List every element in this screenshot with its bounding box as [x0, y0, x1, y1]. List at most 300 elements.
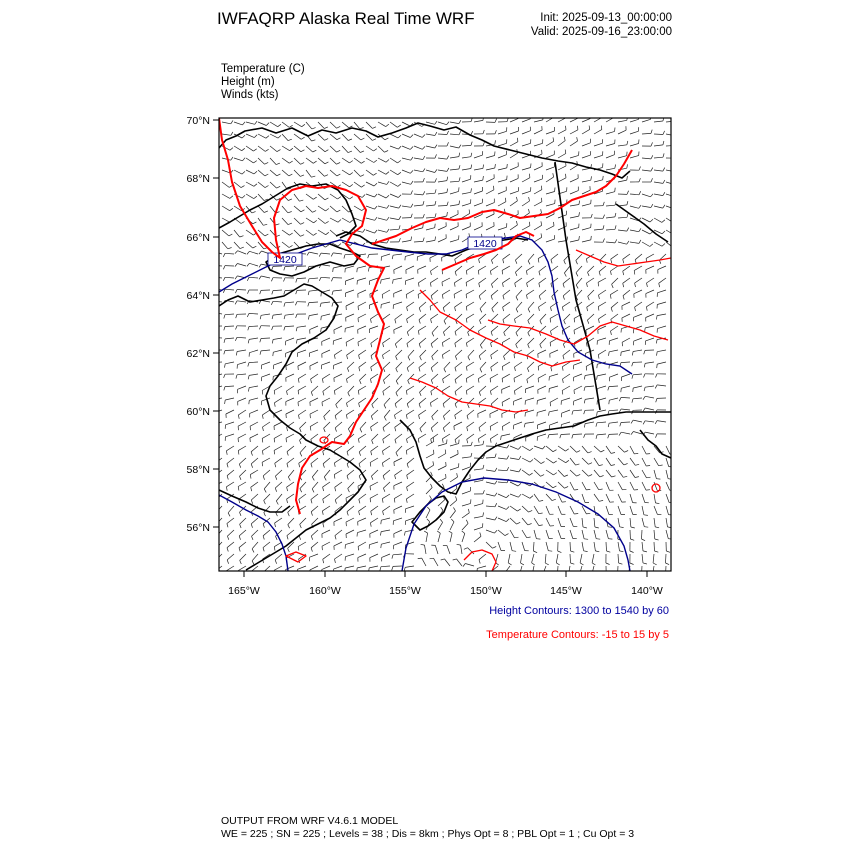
wind-barb-shaft: [479, 350, 486, 356]
wind-barb-shaft: [546, 530, 549, 539]
wind-barb-flag: [619, 563, 623, 564]
wind-barb-shaft: [534, 179, 542, 182]
wind-barb-flag: [272, 266, 273, 270]
wind-barb-shaft: [467, 422, 474, 427]
wind-barb-shaft: [611, 254, 618, 259]
wind-barb-flag: [265, 149, 268, 151]
wind-barb-shaft: [630, 194, 639, 195]
wind-barb-flag: [277, 186, 281, 188]
wind-barb-flag: [325, 139, 329, 141]
wind-barb-shaft: [611, 302, 618, 308]
model-footer-line2: WE = 225 ; SN = 225 ; Levels = 38 ; Dis = 8km ; Phys Opt = 8 ; PBL Opt = 1 ; Cu Opt = 3: [221, 828, 635, 840]
wind-barb-shaft: [425, 545, 427, 554]
wind-barb-flag: [336, 405, 338, 409]
wind-barb-flag: [248, 290, 250, 294]
wind-barb-shaft: [225, 362, 234, 364]
wind-barb-flag: [620, 423, 621, 427]
wind-barb-flag: [300, 235, 304, 237]
wind-barb-shaft: [250, 410, 258, 413]
wind-barb-flag: [308, 303, 309, 307]
wind-barb-flag: [480, 369, 482, 373]
wind-barb-shaft: [579, 566, 582, 575]
wind-barb-flag: [325, 150, 328, 152]
wind-barb-shaft: [582, 518, 583, 527]
wind-barb-flag: [587, 307, 588, 311]
wind-barb-shaft: [419, 314, 426, 320]
wind-barb-shaft: [466, 386, 474, 391]
wind-barb-flag: [265, 162, 269, 164]
wind-barb-flag: [466, 282, 467, 286]
wind-barb-flag: [407, 475, 408, 479]
wind-barb-shaft: [502, 422, 510, 427]
wind-barb-flag: [289, 233, 292, 235]
wind-barb-shaft: [214, 434, 222, 439]
coastlines: [219, 123, 671, 570]
wind-barb-shaft: [666, 182, 675, 185]
wind-barb-shaft: [335, 410, 342, 416]
wind-barb-flag: [642, 539, 646, 541]
wind-barb-flag: [529, 174, 530, 178]
wind-barb-flag: [374, 149, 377, 151]
wind-barb-flag: [284, 278, 286, 282]
wind-barb-shaft: [378, 194, 386, 198]
wind-barb-shaft: [258, 134, 266, 138]
wind-barb-flag: [644, 374, 646, 378]
wind-barb-flag: [587, 320, 588, 324]
wind-barb-shaft: [526, 266, 534, 271]
wind-barb-shaft: [599, 266, 606, 272]
wind-barb-shaft: [286, 434, 294, 438]
wind-barb-flag: [564, 261, 566, 265]
wind-barb-shaft: [539, 266, 546, 272]
wind-barb-shaft: [330, 194, 338, 199]
wind-barb-flag: [597, 364, 598, 368]
wind-barb-flag: [311, 379, 312, 383]
wind-barb-shaft: [454, 278, 462, 283]
wind-barb-shaft: [275, 518, 282, 523]
wind-barb-shaft: [252, 542, 258, 549]
wind-barb-shaft: [383, 386, 390, 391]
wind-barb-shaft: [250, 434, 258, 438]
wind-barb-flag: [632, 362, 633, 366]
wind-barb-flag: [483, 490, 484, 494]
wind-barb-flag: [216, 537, 218, 541]
wind-barb-shaft: [618, 217, 627, 218]
wind-barb-shaft: [270, 134, 278, 138]
wind-barb-shaft: [510, 118, 518, 122]
wind-barb-shaft: [227, 554, 234, 560]
wind-barb-flag: [539, 307, 540, 311]
wind-barb-shaft: [478, 374, 486, 379]
wind-barb-flag: [451, 519, 454, 522]
wind-barb-flag: [526, 271, 527, 275]
wind-barb-shaft: [550, 350, 558, 354]
wind-barb-flag: [236, 326, 238, 330]
wind-barb-flag: [430, 496, 432, 499]
wind-barb-flag: [656, 374, 658, 378]
wind-barb-shaft: [366, 182, 374, 186]
wind-barb-flag: [333, 268, 334, 272]
wind-barb-shaft: [383, 446, 391, 451]
wind-barb-flag: [502, 378, 503, 382]
wind-barb-flag: [491, 367, 492, 371]
wind-barb-flag: [631, 432, 634, 435]
wind-barb-shaft: [634, 314, 642, 317]
wind-barb-shaft: [226, 410, 234, 414]
wind-barb-shaft: [402, 122, 410, 126]
wind-barb-shaft: [395, 434, 402, 440]
wind-barb-shaft: [306, 122, 312, 129]
wind-barb-shaft: [213, 337, 222, 338]
wind-barb-flag: [313, 150, 317, 152]
wind-barb-shaft: [450, 157, 459, 158]
wind-barb-flag: [259, 264, 261, 267]
wind-barb-shaft: [642, 218, 650, 222]
wind-barb-shaft: [431, 290, 438, 296]
wind-barb-flag: [287, 487, 288, 491]
wind-barb-flag: [491, 296, 492, 300]
wind-barb-shaft: [294, 158, 301, 164]
wind-barb-flag: [645, 328, 646, 332]
wind-barb-flag: [588, 296, 590, 300]
wind-barb-flag: [287, 452, 288, 456]
wind-barb-shaft: [645, 326, 654, 328]
wind-barb-flag: [307, 252, 309, 255]
wind-barb-shaft: [594, 458, 599, 466]
wind-barb-shaft: [634, 290, 642, 294]
wind-barb-flag: [627, 228, 629, 232]
wind-barb-shaft: [322, 374, 330, 379]
wind-barb-shaft: [321, 253, 330, 254]
wind-barb-shaft: [390, 122, 397, 127]
wind-barb-shaft: [570, 518, 573, 526]
wind-barb-shaft: [646, 302, 654, 307]
wind-barb-shaft: [498, 518, 506, 522]
wind-barb-flag: [375, 230, 378, 233]
wind-barb-shaft: [561, 434, 570, 435]
wind-barb-shaft: [426, 217, 435, 218]
wind-barb-shaft: [309, 278, 318, 279]
wind-barb-shaft: [430, 278, 438, 283]
wind-barb-flag: [504, 332, 506, 336]
lat-tick-label: 60°N: [186, 406, 210, 418]
wind-barb-flag: [398, 172, 401, 174]
wind-barb-flag: [225, 400, 226, 404]
wind-barb-shaft: [491, 362, 498, 367]
wind-barb-shaft: [522, 131, 530, 134]
wind-barb-flag: [441, 559, 445, 560]
wind-barb-shaft: [420, 386, 427, 392]
wind-barb-flag: [518, 483, 521, 486]
wind-barb-flag: [359, 452, 360, 456]
wind-barb-shaft: [486, 156, 495, 159]
wind-barb-shaft: [288, 470, 294, 477]
wind-barb-flag: [595, 527, 599, 528]
wind-barb-flag: [479, 356, 480, 360]
wind-barb-shaft: [570, 130, 578, 134]
wind-barb-shaft: [474, 504, 483, 506]
wind-barb-shaft: [213, 251, 222, 254]
wind-barb-flag: [572, 435, 573, 439]
wind-barb-flag: [631, 420, 633, 423]
wind-barb-shaft: [537, 410, 546, 412]
wind-barb-shaft: [573, 434, 582, 435]
wind-barb-flag: [260, 339, 261, 343]
wind-barb-flag: [455, 368, 456, 372]
wind-barb-flag: [263, 476, 264, 480]
wind-barb-flag: [276, 224, 280, 225]
wind-barb-flag: [505, 573, 507, 576]
wind-barb-shaft: [510, 153, 518, 158]
wind-barb-shaft: [645, 396, 654, 398]
wind-barb-shaft: [371, 446, 378, 451]
wind-barb-shaft: [635, 254, 642, 260]
wind-barb-flag: [433, 461, 434, 465]
wind-barb-shaft: [270, 158, 276, 165]
wind-barb-flag: [360, 429, 362, 433]
wind-barb-shaft: [443, 374, 450, 379]
wind-barb-shaft: [527, 350, 534, 355]
wind-barb-shaft: [498, 168, 507, 170]
wind-barb-shaft: [504, 326, 510, 332]
wind-barb-flag: [435, 169, 437, 172]
wind-barb-flag: [495, 130, 496, 134]
wind-barb-shaft: [250, 470, 258, 475]
wind-barb-shaft: [546, 192, 555, 195]
wind-barb-flag: [565, 449, 568, 451]
wind-barb-flag: [300, 428, 302, 432]
wind-barb-flag: [553, 173, 554, 177]
wind-barb-shaft: [323, 458, 330, 464]
wind-barb-shaft: [270, 170, 277, 176]
wind-barb-flag: [424, 531, 427, 533]
wind-barb-shaft: [322, 398, 330, 402]
wind-barb-flag: [337, 138, 341, 140]
wind-barb-shaft: [261, 338, 270, 339]
wind-barb-shaft: [360, 422, 366, 429]
wind-barb-shaft: [270, 146, 277, 152]
wind-barb-shaft: [298, 350, 307, 353]
wind-barb-shaft: [414, 146, 422, 149]
wind-barb-flag: [599, 295, 600, 299]
wind-barb-shaft: [225, 350, 234, 351]
wind-barb-shaft: [450, 522, 454, 530]
wind-barb-shaft: [630, 506, 633, 515]
wind-barb-shaft: [414, 241, 423, 242]
wind-barb-flag: [387, 205, 389, 208]
wind-barb-shaft: [558, 446, 565, 451]
wind-barb-shaft: [642, 230, 650, 234]
wind-barb-flag: [225, 364, 226, 368]
wind-barb-flag: [562, 367, 563, 371]
wind-barb-shaft: [467, 410, 474, 416]
wind-barb-shaft: [538, 386, 546, 390]
wind-barb-shaft: [249, 386, 258, 388]
wind-barb-shaft: [237, 290, 246, 291]
wind-barb-flag: [411, 181, 413, 184]
wind-barb-shaft: [474, 445, 483, 446]
wind-barb-flag: [361, 161, 364, 163]
wind-barb-shaft: [213, 374, 222, 376]
wind-barb-flag: [551, 331, 552, 335]
wind-barb-flag: [383, 343, 384, 347]
wind-barb-flag: [623, 476, 627, 477]
wind-barb-shaft: [549, 374, 558, 377]
wind-barb-shaft: [249, 338, 258, 339]
wind-barb-shaft: [213, 386, 222, 389]
wind-barb-shaft: [618, 230, 627, 231]
wind-barb-flag: [480, 345, 482, 348]
wind-barb-shaft: [466, 314, 474, 319]
wind-barb-shaft: [262, 458, 270, 462]
wind-barb-shaft: [262, 410, 270, 415]
wind-barb-shaft: [294, 206, 301, 212]
wind-barb-flag: [639, 205, 641, 208]
wind-barb-flag: [419, 308, 420, 312]
wind-barb-shaft: [406, 446, 414, 451]
wind-barb-shaft: [642, 158, 651, 159]
wind-barb-flag: [674, 232, 677, 234]
wind-barb-flag: [431, 428, 432, 432]
wind-barb-flag: [407, 344, 408, 348]
wind-barb-flag: [539, 272, 540, 276]
wind-barb-flag: [483, 176, 484, 180]
wind-barb-shaft: [450, 477, 458, 482]
wind-barb-flag: [350, 161, 353, 163]
wind-barb-flag: [646, 466, 650, 467]
wind-barb-shaft: [666, 218, 674, 223]
wind-barb-shaft: [606, 542, 607, 551]
wind-barb-flag: [335, 487, 336, 491]
wind-barb-flag: [224, 327, 225, 331]
wind-barb-shaft: [318, 206, 326, 211]
wind-barb-shaft: [274, 422, 282, 426]
wind-barb-flag: [579, 201, 580, 205]
wind-barb-shaft: [654, 242, 662, 246]
wind-barb-shaft: [262, 362, 271, 365]
wind-barb-shaft: [562, 302, 570, 307]
wind-barb-flag: [252, 536, 254, 540]
wind-barb-flag: [635, 477, 639, 478]
wind-barb-flag: [442, 270, 443, 274]
wind-barb-shaft: [347, 470, 354, 476]
wind-barb-flag: [552, 499, 556, 500]
wind-barb-shaft: [462, 192, 471, 194]
wind-barb-shaft: [508, 554, 510, 563]
wind-barb-flag: [657, 364, 658, 368]
wind-barb-flag: [576, 273, 578, 277]
wind-barb-shaft: [582, 129, 590, 134]
wind-barb-flag: [248, 327, 249, 331]
wind-barb-shaft: [383, 374, 390, 380]
wind-barb-shaft: [258, 170, 265, 176]
wind-barb-flag: [666, 563, 670, 565]
wind-barb-shaft: [534, 446, 543, 449]
wind-barb-flag: [243, 158, 246, 161]
wind-barb-flag: [644, 350, 645, 354]
wind-barb-flag: [516, 344, 518, 348]
wind-barb-shaft: [345, 542, 354, 545]
wind-barb-flag: [551, 260, 552, 264]
wind-barb-shaft: [383, 470, 390, 476]
wind-barb-shaft: [359, 494, 366, 499]
wind-barb-flag: [651, 130, 652, 134]
wind-barb-shaft: [432, 326, 438, 333]
wind-barb-flag: [517, 522, 521, 524]
wind-barb-shaft: [462, 227, 470, 231]
wind-barb-shaft: [414, 158, 423, 160]
wind-barb-flag: [576, 261, 578, 265]
wind-barb-flag: [646, 307, 647, 311]
wind-barb-flag: [548, 435, 549, 439]
wind-barb-flag: [266, 136, 269, 139]
wind-barb-flag: [335, 428, 336, 432]
wind-barb-shaft: [285, 326, 294, 327]
wind-barb-flag: [383, 428, 384, 432]
wind-barb-flag: [430, 283, 431, 287]
wind-barb-flag: [423, 224, 424, 228]
wind-barb-flag: [419, 344, 420, 348]
wind-barb-flag: [418, 439, 419, 443]
wind-barb-shaft: [426, 205, 435, 206]
wind-barb-flag: [564, 273, 566, 277]
wind-barb-flag: [651, 204, 653, 207]
wind-barb-shaft: [251, 458, 258, 464]
wind-barb-flag: [383, 476, 384, 480]
wind-barb-shaft: [522, 226, 530, 230]
wind-barb-flag: [247, 277, 249, 281]
wind-barb-shaft: [666, 242, 673, 248]
wind-barb-shaft: [563, 290, 570, 296]
wind-barb-flag: [383, 488, 385, 492]
wind-barb-flag: [274, 450, 275, 454]
wind-barb-flag: [284, 303, 285, 307]
wind-barb-flag: [259, 326, 261, 330]
wind-barb-flag: [479, 392, 480, 396]
wind-barb-shaft: [503, 290, 510, 296]
wind-barb-flag: [539, 296, 540, 300]
wind-barb-shaft: [274, 566, 282, 570]
wind-barb-shaft: [564, 314, 570, 320]
wind-barb-shaft: [311, 374, 318, 379]
wind-barb-shaft: [630, 230, 639, 232]
wind-barb-shaft: [479, 422, 486, 428]
wind-barb-flag: [442, 439, 443, 443]
wind-barb-shaft: [407, 458, 414, 464]
wind-barb-shaft: [597, 386, 606, 389]
wind-barb-shaft: [371, 470, 378, 476]
wind-barb-shaft: [642, 458, 646, 466]
wind-barb-flag: [502, 427, 503, 431]
wind-barb-flag: [240, 236, 244, 237]
wind-barb-flag: [290, 148, 293, 151]
wind-barb-shaft: [309, 302, 318, 303]
lon-tick-label: 145°W: [550, 585, 582, 597]
wind-barb-shaft: [270, 206, 276, 213]
wind-barb-shaft: [249, 251, 258, 254]
wind-barb-flag: [350, 184, 353, 186]
wind-barb-flag: [588, 452, 592, 453]
wind-barb-flag: [395, 319, 396, 323]
wind-barb-flag: [503, 296, 504, 300]
wind-barb-flag: [651, 194, 654, 197]
wind-barb-flag: [262, 438, 263, 442]
wind-barb-flag: [348, 429, 350, 433]
wind-barb-shaft: [498, 530, 505, 536]
latitude-axis: [187, 115, 219, 534]
wind-barb-shaft: [396, 446, 402, 453]
wind-barb-shaft: [514, 374, 522, 378]
